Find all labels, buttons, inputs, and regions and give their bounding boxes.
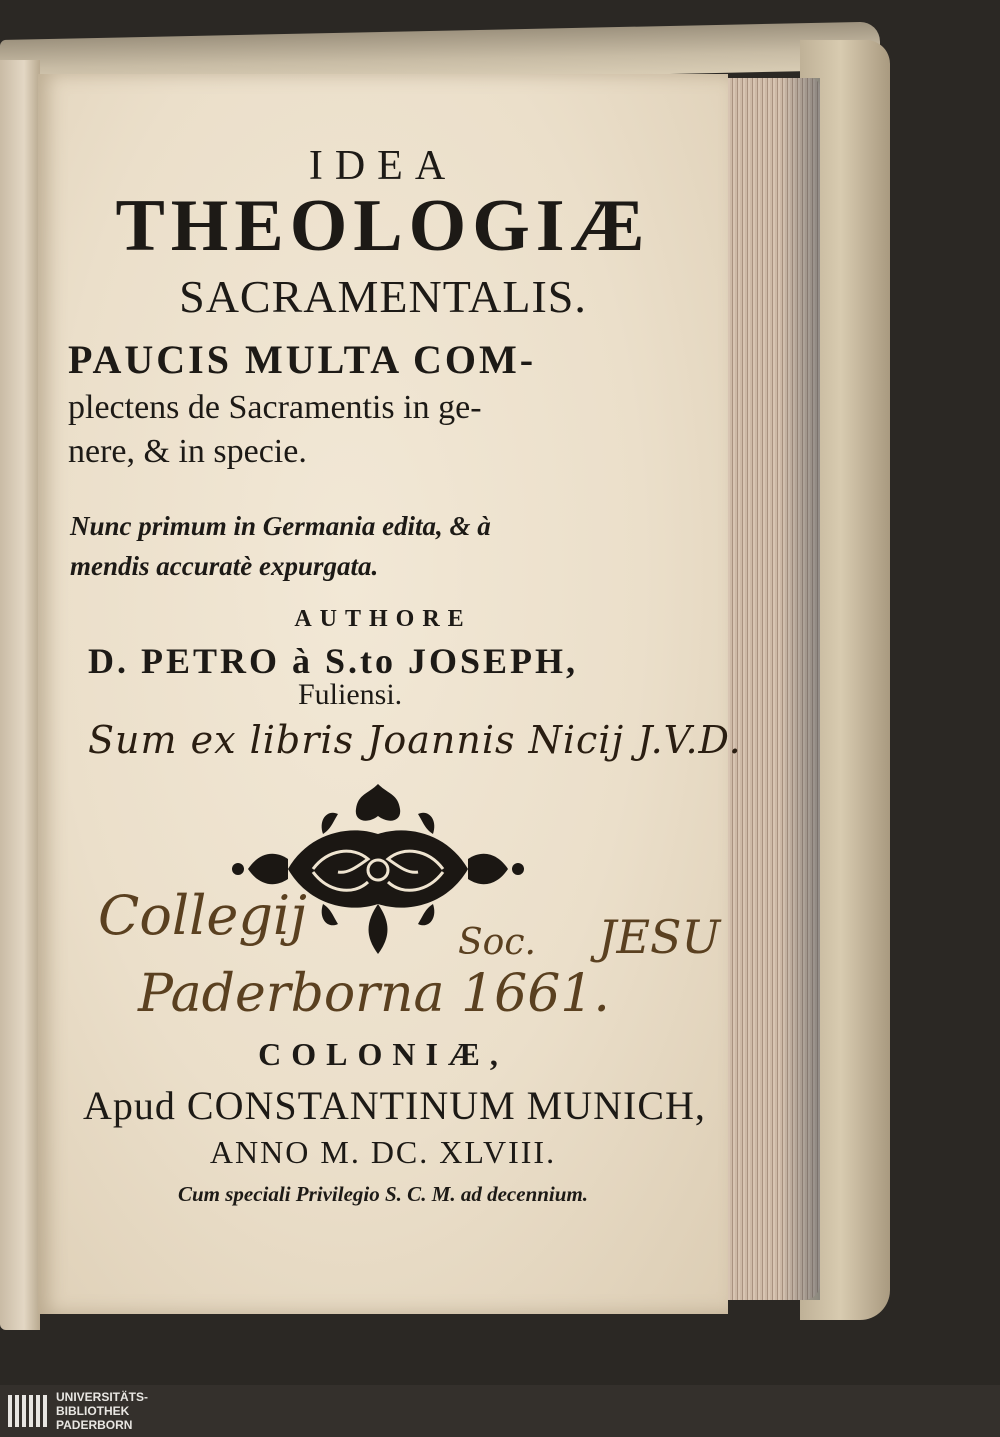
society-inscription: Soc. <box>458 922 536 963</box>
title-sacramentalis: SACRAMENTALIS. <box>179 271 587 322</box>
title-idea: IDEA <box>308 143 458 189</box>
ownership-inscription: Sum ex libris Joannis Nicij J.V.D. <box>88 718 742 762</box>
edition-note-line-2: mendis accuratè expurgata. <box>70 551 379 581</box>
author-name: D. PETRO à S.to JOSEPH, <box>88 641 579 681</box>
imprint-printer: Apud CONSTANTINUM MUNICH, <box>83 1083 706 1128</box>
library-logo-icon <box>6 1391 50 1431</box>
imprint-year: ANNO M. DC. XLVIII. <box>209 1134 557 1170</box>
subtitle-paucis: PAUCIS MULTA COM- <box>68 337 537 382</box>
title-page <box>38 74 742 1314</box>
jesu-inscription: JESU <box>598 910 721 964</box>
edition-note <box>70 506 670 586</box>
subtitle-line-2: plectens de Sacramentis in ge- <box>68 389 482 426</box>
college-inscription: Collegij <box>98 884 307 947</box>
imprint-place: COLONIÆ, <box>258 1036 508 1072</box>
place-year-inscription: Paderborna 1661. <box>138 964 610 1024</box>
logo-line-3: PADERBORN <box>56 1418 133 1432</box>
author-origin: Fuliensi. <box>298 678 403 711</box>
logo-line-2: BIBLIOTHEK <box>56 1404 130 1418</box>
logo-line-1: UNIVERSITÄTS- <box>56 1390 149 1404</box>
library-logo-text <box>56 1390 148 1432</box>
subtitle-body <box>68 386 678 474</box>
author-label: AUTHORE <box>294 606 472 632</box>
title-theologiae: THEOLOGIÆ <box>115 185 651 267</box>
library-footer <box>0 1385 1000 1437</box>
subtitle-line-3: nere, & in specie. <box>68 433 307 470</box>
imprint-privilege: Cum speciali Privilegio S. C. M. ad decennium. <box>177 1182 589 1206</box>
page-edges <box>720 78 820 1300</box>
left-page-remnant <box>0 60 40 1330</box>
edition-note-line-1: Nunc primum in Germania edita, & à <box>70 511 491 541</box>
